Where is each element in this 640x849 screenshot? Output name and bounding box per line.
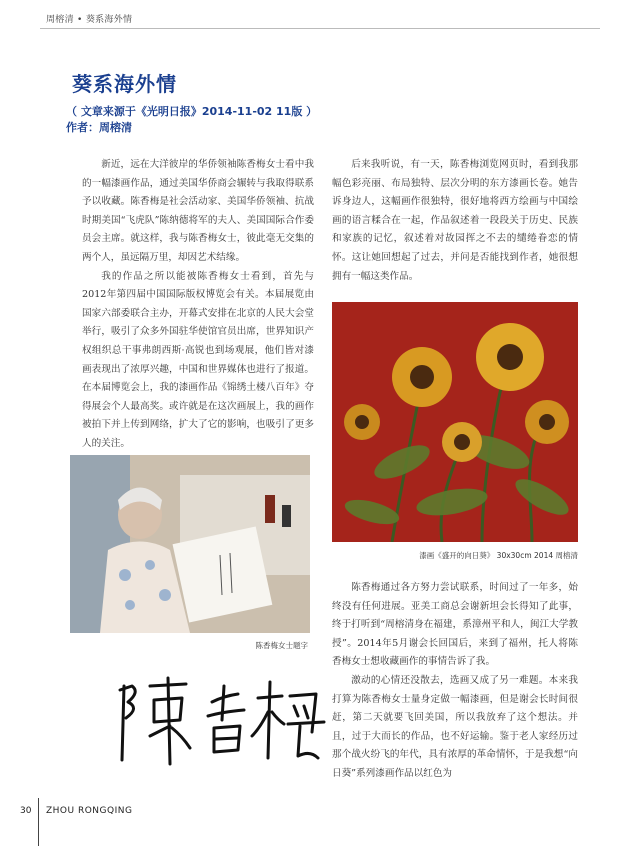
article-source	[66, 104, 317, 136]
article-title: 葵系海外情	[72, 72, 177, 96]
right-column-bottom	[332, 579, 578, 784]
painting-caption: 漆画《盛开的向日葵》 30x30cm 2014 周榕清	[419, 551, 578, 560]
running-head: 周榕清 • 葵系海外情	[46, 15, 133, 25]
author-line: 作者：周榕清	[66, 121, 132, 134]
sunflower-painting	[332, 302, 578, 542]
paragraph: 陈香梅通过各方努力尝试联系，时间过了一年多，始终没有任何进展。亚美工商总会谢新坦会长得知了此事，终于打听到“周榕清身在福建，系漳州平和人，闽江大学教授”。2014年5月谢会长回国后，来到了福州，托人将陈香梅女士想收藏画作的事情告诉了我。	[332, 582, 578, 668]
left-column	[82, 156, 314, 454]
page-number: 30	[20, 806, 32, 816]
sunflower-painting-art	[332, 302, 578, 542]
footer-name: ZHOU RONGQING	[46, 806, 133, 816]
source-line: （ 文章来源于《光明日报》2014-11-02 11版 ）	[66, 105, 318, 118]
right-column-top	[332, 156, 578, 286]
signature-strokes	[110, 672, 330, 768]
photo-writing-art	[70, 455, 310, 633]
header-divider	[40, 28, 600, 29]
paragraph: 激动的心情还没散去，选画又成了另一难题。本来我打算为陈香梅女士量身定做一幅漆画，但是谢会长时间很赶，第二天就要飞回美国，所以我放弃了这个想法。并且，过于大而长的作品，也不好运输。鉴于老人家经历过那个战火纷飞的年代，具有浓厚的革命情怀，于是我想“向日葵”系列漆画作品以红色为	[332, 674, 578, 779]
paragraph: 新近，远在大洋彼岸的华侨领袖陈香梅女士看中我的一幅漆画作品，通过美国华侨商会辗转与我取得联系予以收藏。陈香梅是社会活动家、美国华侨领袖、抗战时期美国“飞虎队”陈纳德将军的夫人、美国国际合作委员会主席。就这样，我与陈香梅女士，彼此毫无交集的两个人，虽远隔万里，却因艺术结缘。	[82, 159, 314, 263]
footer-divider	[38, 798, 39, 846]
photo-writing	[70, 455, 310, 633]
handwritten-signature	[110, 672, 330, 768]
paragraph: 后来我听说，有一天，陈香梅浏览网页时，看到我那幅色彩亮丽、布局独特、层次分明的东方漆画长卷。她告诉身边人，这幅画作很独特，很好地将西方绘画与中国绘画的语言糅合在一起，作品叙述着一段段关于历史、民族和家族的记忆，叙述着对故园挥之不去的缱绻眷恋的情怀。这让她回想起了过去，并问是否能找到作者，她很想拥有一幅这类作品。	[332, 159, 578, 282]
paragraph: 我的作品之所以能被陈香梅女士看到，首先与2012年第四届中国国际版权博览会有关。本届展览由国家六部委联合主办，开幕式安排在北京的人民大会堂举行，吸引了众多外国驻华使馆官员出席，世界知识产权组织总干事弗朗西斯·高锐也到场观展，他们皆对漆画表现出了浓厚兴趣，中国和世界媒体也进行了报道。在本届博览会上，我的漆画作品《锦绣土楼八百年》夺得展会个人最高奖。或许就是在这次画展上，我的画作被拍下并上传到网络，扩大了它的影响，也吸引了更多人的关注。	[82, 270, 314, 449]
photo-caption: 陈香梅女士题字	[255, 641, 308, 650]
